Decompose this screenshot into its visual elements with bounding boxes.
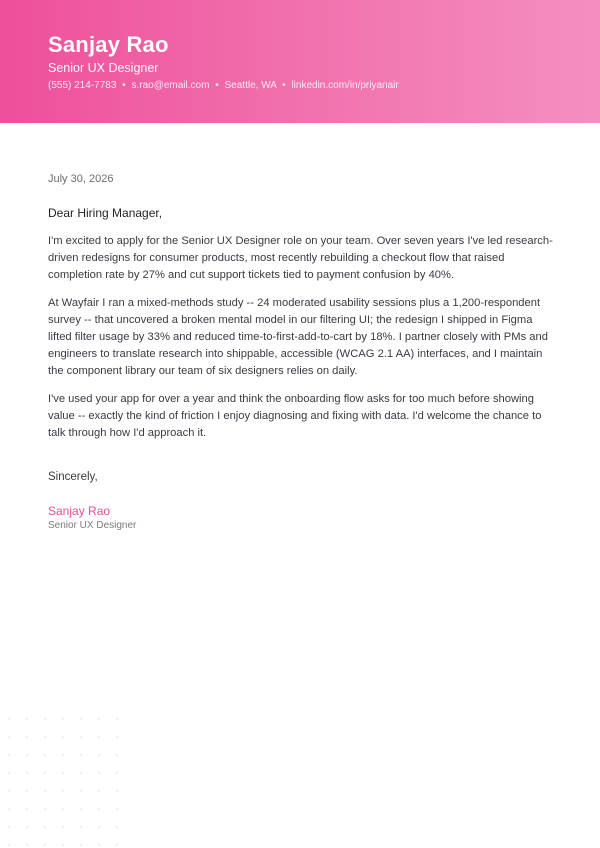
header-banner (0, 0, 600, 123)
signature-name: Sanjay Rao (48, 504, 111, 518)
contact-separator: • (122, 80, 126, 91)
body-paragraph: I'm excited to apply for the Senior UX Designer role on your team. Over seven years I've led research-driven redesigns for consumer products, most recently rebuilding a checkout flow that raised completion rate by 27% and cut support tickets tied to payment confusion by 40%. (48, 235, 553, 281)
signature-title: Senior UX Designer (48, 520, 137, 531)
contact-location: Seattle, WA (224, 80, 277, 91)
applicant-name: Sanjay Rao (48, 32, 169, 57)
contact-separator: • (215, 80, 219, 91)
contact-email[interactable]: s.rao@email.com (131, 80, 210, 91)
closing: Sincerely, (48, 471, 98, 483)
body-paragraph: At Wayfair I ran a mixed-methods study -- 24 moderated usability sessions plus a 1,200-respondent survey -- that uncovered a broken mental model in our filtering UI; the redesign I shipped in Figma lifted filter usage by 33% and reduced time-to-first-add-to-cart by 18%. I partner closely with PMs and engineers to translate research into shippable, accessible (WCAG 2.1 AA) interfaces, and I maintain the component library our team of six designers relies on daily. (48, 297, 548, 377)
letter-date: July 30, 2026 (48, 173, 114, 185)
contact-linkedin[interactable]: linkedin.com/in/priyanair (291, 80, 399, 91)
salutation: Dear Hiring Manager, (48, 206, 163, 220)
contact-separator: • (282, 80, 286, 91)
letter-body (48, 233, 554, 453)
contact-line (48, 80, 399, 91)
applicant-title: Senior UX Designer (48, 61, 159, 75)
decorative-dot-pattern (0, 710, 130, 848)
contact-phone: (555) 214-7783 (48, 80, 117, 91)
body-paragraph: I've used your app for over a year and think the onboarding flow asks for too much before showing value -- exactly the kind of friction I enjoy diagnosing and fixing with data. I'd welcome the chance to talk through how I'd approach it. (48, 393, 542, 439)
